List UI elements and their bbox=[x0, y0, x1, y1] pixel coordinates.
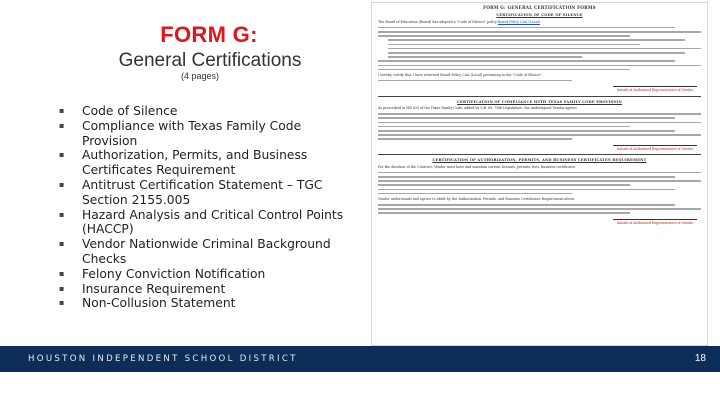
signature-block bbox=[378, 219, 697, 225]
list-item-label: Authorization, Permits, and Business Certificates Requirement bbox=[82, 148, 308, 178]
section-family-code-title: CERTIFICATION OF COMPLIANCE WITH TEXAS FAMILY CODE PROVISION bbox=[457, 99, 622, 104]
list-item bbox=[58, 119, 358, 149]
text-line bbox=[378, 69, 630, 71]
text-line bbox=[378, 204, 675, 206]
section-code-of-silence-intro: The Board of Education (Board) has adopted a "Code of Silence" policy Board Policy CAA (Local) bbox=[378, 19, 540, 24]
section-family-code-intro: As prescribed in HB 620 of the Texas Family Code, added by S.B. 89, 76th Legislature, the undersigned Vendor agrees bbox=[378, 106, 577, 111]
bullet-icon: ▪ bbox=[59, 106, 65, 115]
text-line bbox=[378, 113, 701, 115]
list-item bbox=[58, 267, 358, 282]
page-count-note: (4 pages) bbox=[180, 71, 220, 81]
slide-subtitle: General Certifications bbox=[118, 50, 302, 71]
divider bbox=[378, 96, 701, 97]
divider bbox=[378, 154, 701, 155]
text-line bbox=[378, 138, 572, 140]
text-line bbox=[378, 31, 701, 33]
text-line bbox=[378, 65, 701, 67]
document-header: FORM G: GENERAL CERTIFICATION FORMS bbox=[483, 5, 596, 10]
list-item bbox=[58, 296, 358, 311]
list-item-label: Vendor Nationwide Criminal Background Checks bbox=[82, 237, 331, 266]
slide-number: 18 bbox=[694, 353, 706, 364]
list-item-label: Felony Conviction Notification bbox=[82, 266, 266, 281]
text-line bbox=[388, 52, 685, 54]
text-line bbox=[378, 193, 572, 195]
bullet-icon: ▪ bbox=[59, 150, 65, 160]
list-item-label: Antitrust Certification Statement – TGC Section 2155.005 bbox=[82, 177, 323, 207]
text-line bbox=[388, 56, 582, 58]
bullet-icon: ▪ bbox=[59, 268, 65, 278]
signature-label: Initials of Authorized Representative of Vendor bbox=[613, 219, 697, 225]
form-g-document-preview bbox=[371, 2, 708, 346]
text-line bbox=[378, 212, 630, 214]
text-line bbox=[378, 60, 675, 62]
list-item-label: Code of Silence bbox=[82, 104, 178, 118]
text-line bbox=[388, 39, 685, 41]
district-name: HOUSTON INDEPENDENT SCHOOL DISTRICT bbox=[28, 354, 298, 364]
text-line bbox=[378, 117, 675, 119]
list-item bbox=[58, 208, 358, 238]
list-item bbox=[58, 237, 358, 267]
text-line bbox=[388, 48, 701, 50]
list-item bbox=[58, 282, 358, 297]
text-line bbox=[388, 44, 640, 46]
list-item-label: Hazard Analysis and Critical Control Points (HACCP) bbox=[82, 207, 344, 237]
list-item bbox=[58, 104, 358, 119]
bullet-icon: ▪ bbox=[59, 120, 65, 130]
text-line bbox=[378, 130, 675, 132]
list-item bbox=[58, 178, 358, 208]
section-authorization-intro: For the duration of the Contract, Vendor must have and maintain current licenses, permits, fees, business certificates bbox=[378, 164, 576, 169]
text-line bbox=[378, 122, 701, 124]
signature-label: Initials of Authorized Representative of Vendor bbox=[613, 86, 697, 92]
bullet-icon: ▪ bbox=[59, 179, 65, 189]
text-line bbox=[378, 184, 630, 186]
text-line bbox=[378, 80, 572, 82]
signature-block bbox=[378, 86, 697, 92]
signature-block bbox=[378, 145, 697, 151]
policy-link[interactable]: Board Policy CAA (Local) bbox=[497, 19, 540, 24]
text-line bbox=[378, 27, 675, 29]
text-line bbox=[378, 180, 701, 182]
section-authorization-title: CERTIFICATION OF AUTHORIZATION, PERMITS, AND BUSINESS CERTIFICATES REQUIREMENT bbox=[432, 158, 647, 163]
bullet-icon: ▪ bbox=[59, 209, 65, 219]
list-item bbox=[58, 148, 358, 178]
list-item-label: Insurance Requirement bbox=[82, 281, 226, 296]
bullet-icon: ▪ bbox=[59, 283, 65, 293]
text-line bbox=[378, 172, 701, 174]
signature-label: Initials of Authorized Representative of Vendor bbox=[613, 145, 697, 151]
text-line bbox=[378, 35, 630, 37]
section-code-of-silence-title: CERTIFICATION OF CODE OF SILENCE bbox=[496, 13, 583, 18]
text-line bbox=[378, 126, 630, 128]
list-item-label: Non-Collusion Statement bbox=[82, 296, 236, 311]
text-line bbox=[378, 189, 675, 191]
text-line bbox=[378, 176, 675, 178]
section-code-of-silence-certify: I hereby certify that I have reviewed Board Policy CAA (Local) pertaining to the "Code of Silence". bbox=[378, 72, 543, 77]
footer-bar bbox=[0, 346, 720, 372]
slide-title: FORM G: bbox=[160, 22, 258, 47]
text-line bbox=[378, 134, 701, 136]
certification-list bbox=[58, 104, 358, 311]
bullet-icon: ▪ bbox=[59, 239, 65, 249]
bullet-icon: ▪ bbox=[59, 298, 65, 308]
list-item-label: Compliance with Texas Family Code Provision bbox=[82, 118, 302, 148]
section-authorization-agree: Vendor understands and agrees to abide by the Authorization, Permits, and Business Certificates Requirement above. bbox=[378, 196, 576, 201]
text-line bbox=[378, 208, 701, 210]
